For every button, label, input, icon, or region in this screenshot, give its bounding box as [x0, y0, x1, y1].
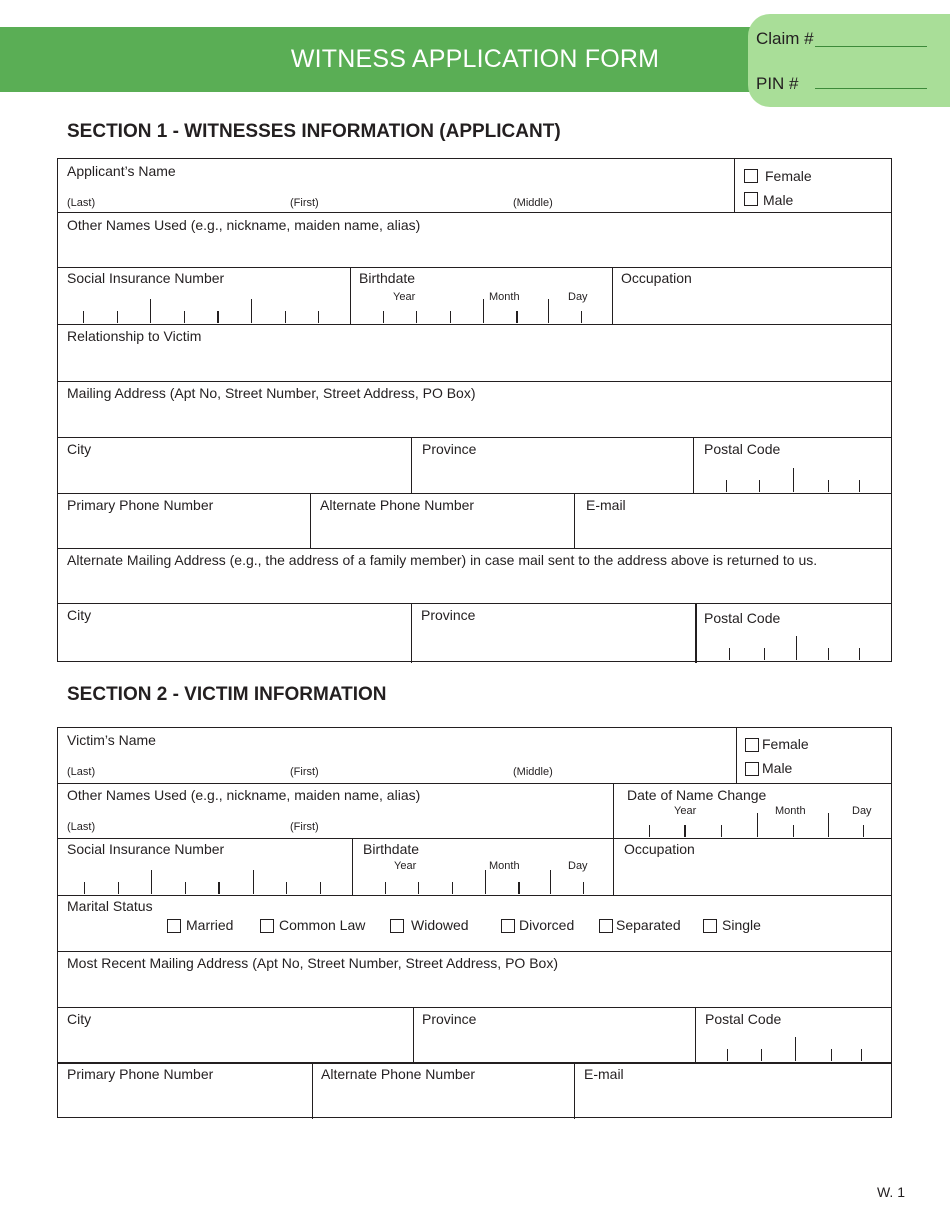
section1-form: [57, 158, 892, 662]
page-number: W. 1: [876, 1184, 905, 1200]
divorced-label: Divorced: [519, 917, 575, 933]
date-name-change-field[interactable]: [613, 783, 893, 838]
victim-province-label: Province: [422, 1011, 477, 1027]
email-field[interactable]: [574, 493, 893, 548]
occupation-field[interactable]: [612, 267, 893, 324]
other-names-field[interactable]: [58, 212, 893, 267]
divorced-checkbox[interactable]: [501, 919, 515, 933]
separated-label: Separated: [616, 917, 681, 933]
form-title: WITNESS APPLICATION FORM: [290, 45, 660, 73]
victim-female-label: Female: [762, 736, 809, 752]
birthdate-field[interactable]: [350, 267, 612, 324]
recent-mailing-label: Most Recent Mailing Address (Apt No, Street Number, Street Address, PO Box): [67, 955, 558, 971]
alt-mailing-label: Alternate Mailing Address (e.g., the address of a family member) in case mail sent to the address above is returned to us.: [67, 552, 818, 568]
name-first-caption: (First): [290, 197, 319, 209]
birth-year-caption: Year: [393, 291, 416, 303]
primary-phone-label: Primary Phone Number: [67, 497, 214, 513]
victim-birth-day-caption: Day: [568, 860, 588, 872]
birth-month-caption: Month: [489, 291, 520, 303]
common-law-label: Common Law: [279, 917, 366, 933]
section1-title: SECTION 1 - WITNESSES INFORMATION (APPLICANT): [67, 121, 561, 142]
single-label: Single: [722, 917, 761, 933]
claim-box: [748, 14, 950, 107]
claim-label: Claim #: [756, 29, 814, 48]
married-label: Married: [186, 917, 234, 933]
victim-postal-code-field[interactable]: [695, 1007, 893, 1062]
male-label: Male: [763, 192, 794, 208]
victim-last-caption: (Last): [67, 766, 96, 778]
victim-male-checkbox[interactable]: [745, 762, 759, 776]
claim-input[interactable]: [815, 46, 927, 47]
victim-email-label: E-mail: [584, 1066, 624, 1082]
section2-title: SECTION 2 - VICTIM INFORMATION: [67, 684, 387, 705]
name-change-month-caption: Month: [775, 805, 806, 817]
mailing-address-label: Mailing Address (Apt No, Street Number, Street Address, PO Box): [67, 385, 476, 401]
occupation-label: Occupation: [621, 270, 692, 286]
victim-city-label: City: [67, 1011, 92, 1027]
victim-middle-caption: (Middle): [513, 766, 553, 778]
relationship-field[interactable]: [58, 324, 893, 381]
alternate-phone-field[interactable]: [310, 493, 574, 548]
single-checkbox[interactable]: [703, 919, 717, 933]
postal-code2-field[interactable]: [695, 603, 893, 663]
city2-label: City: [67, 607, 92, 623]
city-field[interactable]: [58, 437, 411, 493]
birth-day-caption: Day: [568, 291, 588, 303]
victim-first-caption: (First): [290, 766, 319, 778]
victim-birthdate-field[interactable]: [352, 838, 613, 895]
female-checkbox[interactable]: [744, 169, 758, 183]
other-names-label: Other Names Used (e.g., nickname, maiden name, alias): [67, 217, 421, 233]
victim-city-field[interactable]: [58, 1007, 413, 1062]
pin-label: PIN #: [756, 74, 799, 93]
victim-sin-label: Social Insurance Number: [67, 841, 225, 857]
victim-birth-year-caption: Year: [394, 860, 417, 872]
victim-primary-phone-field[interactable]: [58, 1062, 312, 1119]
female-label: Female: [765, 168, 812, 184]
victim-occupation-field[interactable]: [613, 838, 893, 895]
name-change-day-caption: Day: [852, 805, 872, 817]
alternate-phone-label: Alternate Phone Number: [320, 497, 475, 513]
date-name-change-label: Date of Name Change: [627, 787, 767, 803]
recent-mailing-field[interactable]: [58, 951, 893, 1007]
pin-input[interactable]: [815, 88, 927, 89]
name-middle-caption: (Middle): [513, 197, 553, 209]
other-last-caption: (Last): [67, 821, 96, 833]
section2-form: [57, 727, 892, 1118]
victim-name-field[interactable]: [58, 728, 736, 783]
common-law-checkbox[interactable]: [260, 919, 274, 933]
victim-other-names-label: Other Names Used (e.g., nickname, maiden name, alias): [67, 787, 421, 803]
postal-code2-label: Postal Code: [704, 610, 781, 626]
victim-alternate-phone-label: Alternate Phone Number: [321, 1066, 476, 1082]
city-label: City: [67, 441, 92, 457]
victim-primary-phone-label: Primary Phone Number: [67, 1066, 214, 1082]
city2-field[interactable]: [58, 603, 411, 663]
applicant-name-label: Applicant’s Name: [67, 163, 176, 179]
widowed-checkbox[interactable]: [390, 919, 404, 933]
email-label: E-mail: [586, 497, 626, 513]
primary-phone-field[interactable]: [58, 493, 310, 548]
victim-email-field[interactable]: [574, 1062, 893, 1119]
victim-name-label: Victim’s Name: [67, 732, 156, 748]
province2-field[interactable]: [411, 603, 695, 663]
postal-code-field[interactable]: [693, 437, 893, 493]
birthdate-label: Birthdate: [359, 270, 416, 286]
victim-sin-field[interactable]: [58, 838, 352, 895]
province-label: Province: [422, 441, 477, 457]
mailing-address-field[interactable]: [58, 381, 893, 437]
victim-alternate-phone-field[interactable]: [312, 1062, 574, 1119]
male-checkbox[interactable]: [744, 192, 758, 206]
alt-mailing-field[interactable]: [58, 548, 893, 603]
victim-occupation-label: Occupation: [624, 841, 695, 857]
victim-female-checkbox[interactable]: [745, 738, 759, 752]
province-field[interactable]: [411, 437, 693, 493]
applicant-name-field[interactable]: [58, 159, 734, 212]
sin-field[interactable]: [58, 267, 350, 324]
name-change-year-caption: Year: [674, 805, 697, 817]
relationship-label: Relationship to Victim: [67, 328, 202, 344]
name-last-caption: (Last): [67, 197, 96, 209]
separated-checkbox[interactable]: [599, 919, 613, 933]
other-first-caption: (First): [290, 821, 319, 833]
postal-code-label: Postal Code: [704, 441, 781, 457]
victim-male-label: Male: [762, 760, 793, 776]
victim-birthdate-label: Birthdate: [363, 841, 420, 857]
sin-label: Social Insurance Number: [67, 270, 225, 286]
victim-postal-code-label: Postal Code: [705, 1011, 782, 1027]
province2-label: Province: [421, 607, 476, 623]
marital-status-field: [58, 895, 893, 951]
victim-birth-month-caption: Month: [489, 860, 520, 872]
married-checkbox[interactable]: [167, 919, 181, 933]
widowed-label: Widowed: [411, 917, 469, 933]
victim-other-names-field[interactable]: [58, 783, 613, 838]
marital-status-label: Marital Status: [67, 898, 153, 914]
victim-province-field[interactable]: [413, 1007, 695, 1062]
